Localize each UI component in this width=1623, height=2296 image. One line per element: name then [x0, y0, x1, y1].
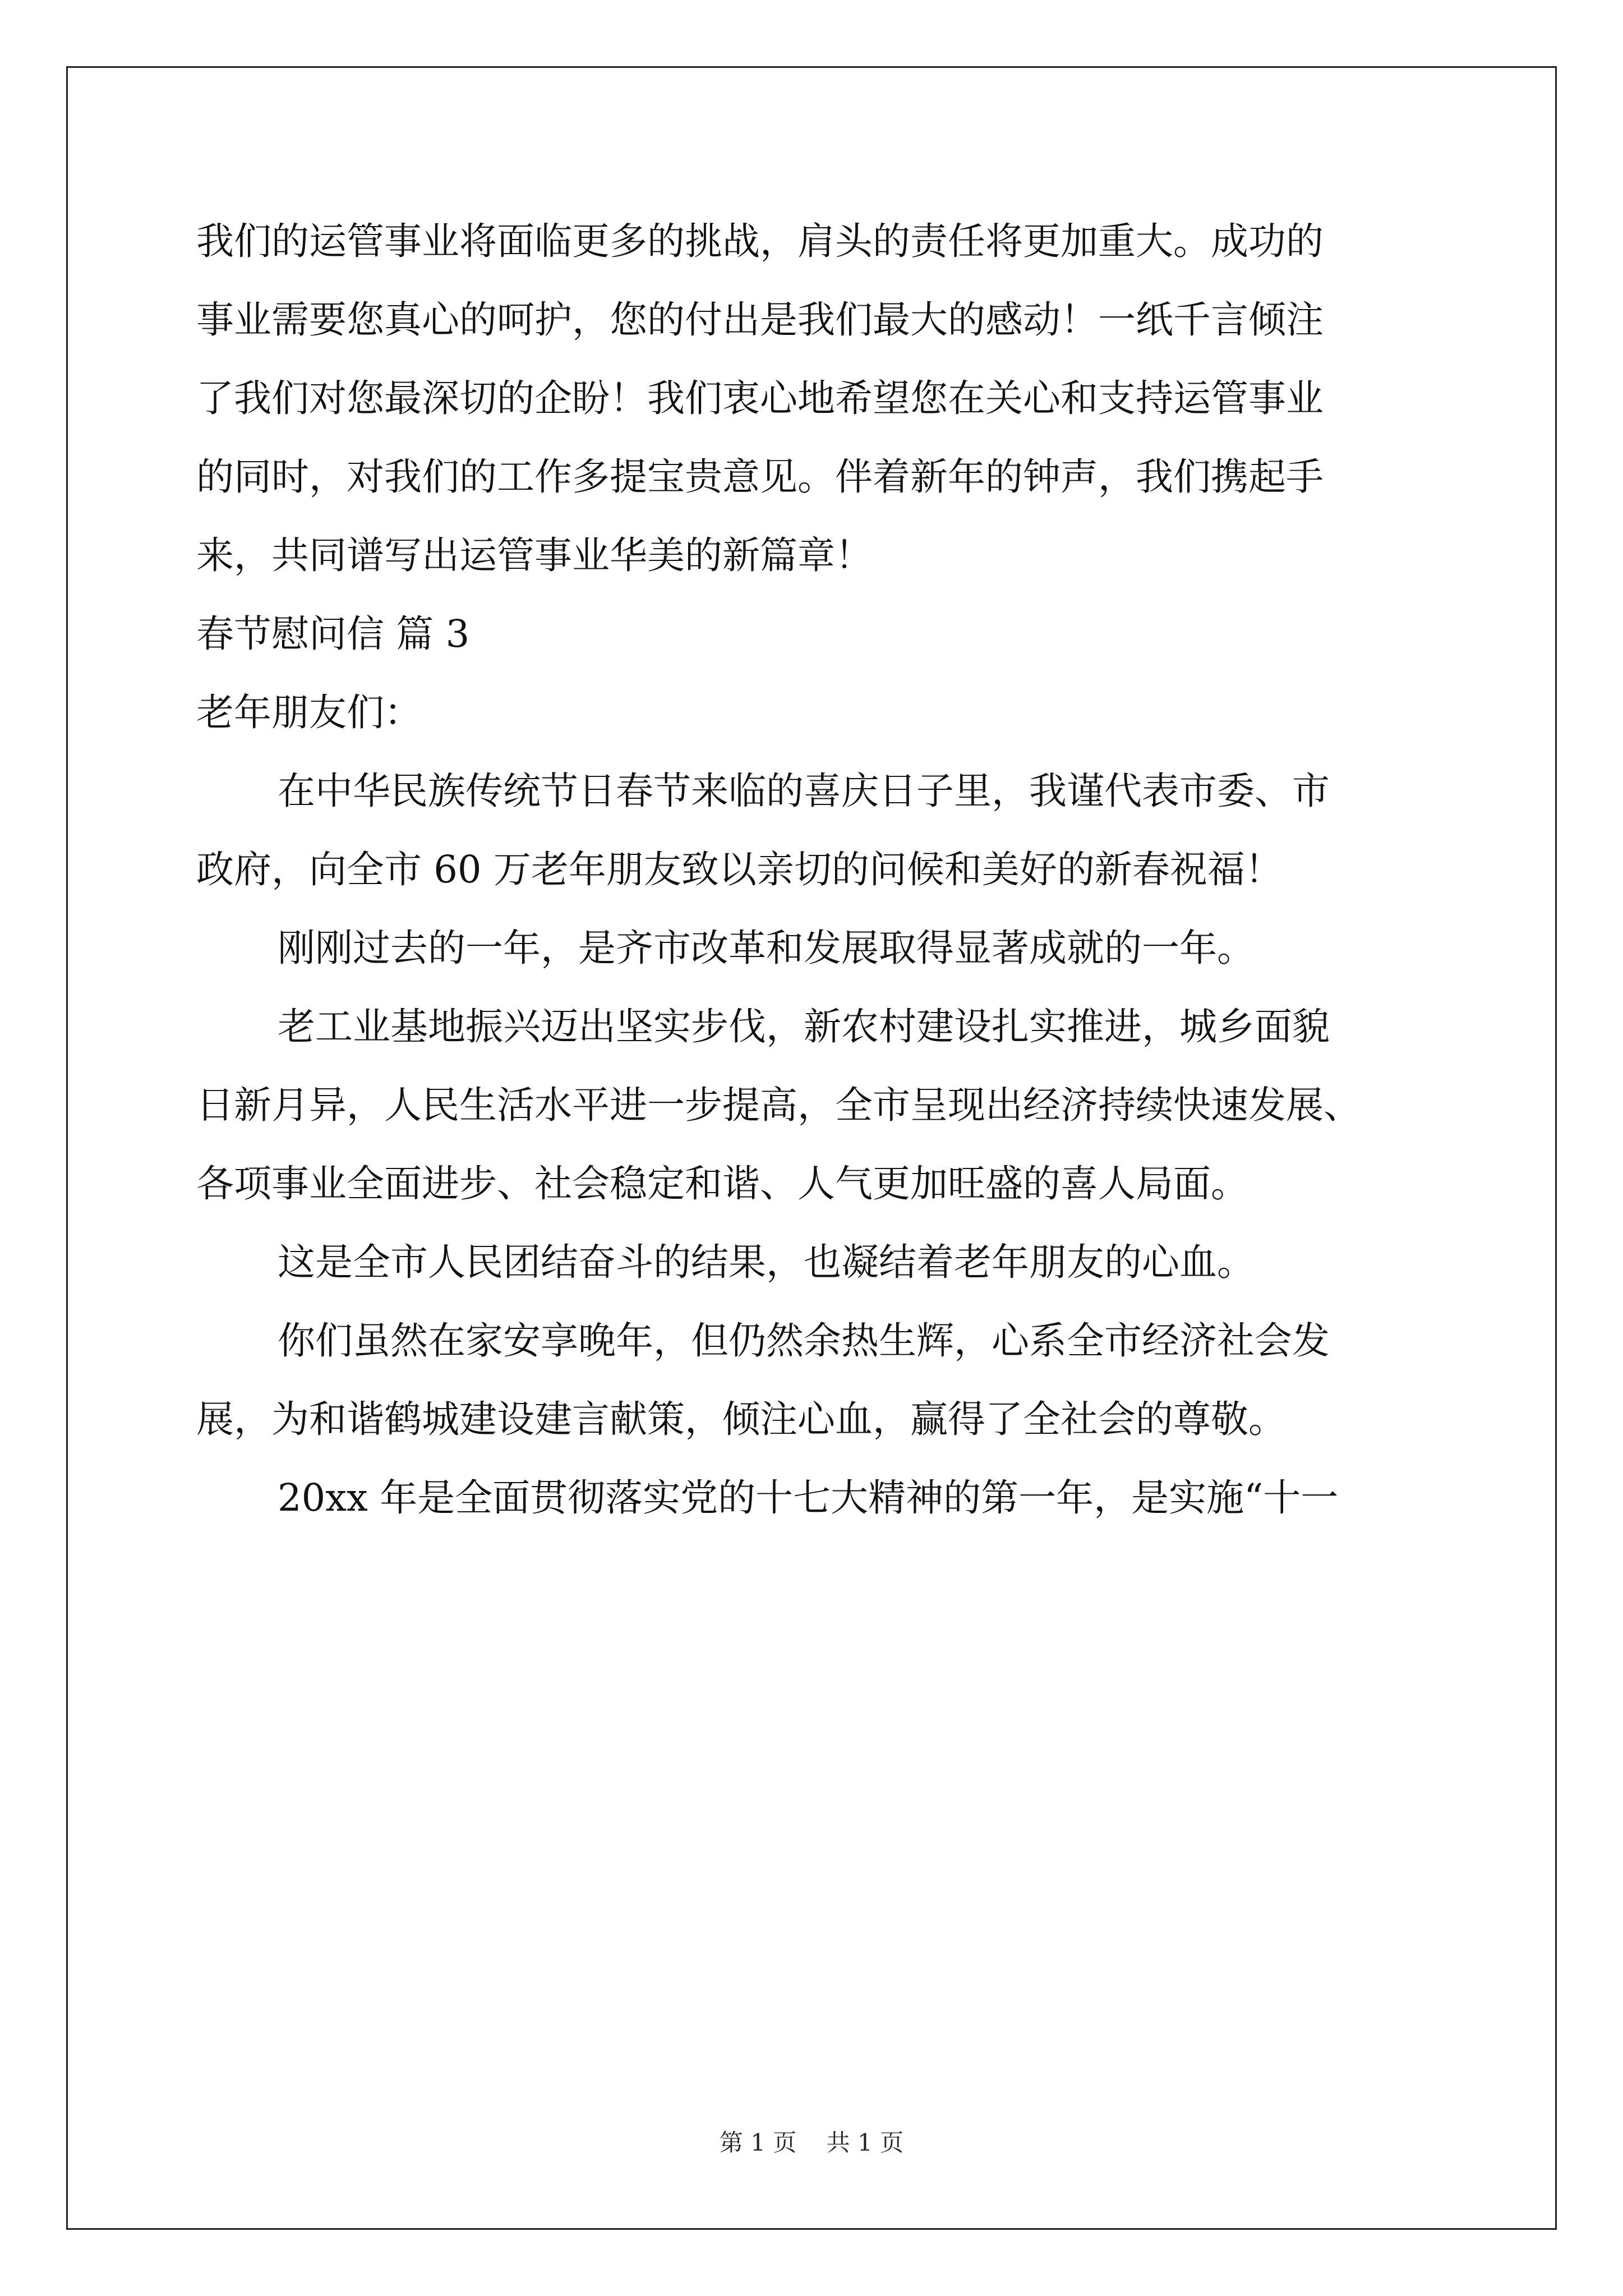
- text-line: 事业需要您真心的呵护，您的付出是我们最大的感动！一纸千言倾注: [196, 298, 1324, 342]
- page-number: 第 1 页: [719, 2129, 797, 2156]
- text-line: 日新月异，人民生活水平进一步提高，全市呈现出经济持续快速发展、: [196, 1083, 1361, 1127]
- text-line: 你们虽然在家安享晚年，但仍然余热生辉，心系全市经济社会发: [278, 1319, 1330, 1363]
- text-line: 刚刚过去的一年，是齐市改革和发展取得显著成就的一年。: [278, 926, 1255, 970]
- text-line: 这是全市人民团结奋斗的结果，也凝结着老年朋友的心血。: [278, 1240, 1255, 1284]
- text-line: 的同时，对我们的工作多提宝贵意见。伴着新年的钟声，我们携起手: [196, 455, 1324, 499]
- text-line: 展，为和谐鹤城建设建言献策，倾注心血，赢得了全社会的尊敬。: [196, 1397, 1286, 1441]
- page-footer: [0, 2126, 1623, 2160]
- text-line: 我们的运管事业将面临更多的挑战，肩头的责任将更加重大。成功的: [196, 219, 1324, 263]
- text-line: 在中华民族传统节日春节来临的喜庆日子里，我谨代表市委、市: [278, 769, 1330, 813]
- text-line: 了我们对您最深切的企盼！我们衷心地希望您在关心和支持运管事业: [196, 376, 1324, 420]
- text-line: 来，共同谱写出运管事业华美的新篇章！: [196, 533, 873, 577]
- section-heading: 春节慰问信 篇 3: [196, 612, 470, 656]
- text-line: 老工业基地振兴迈出坚实步伐，新农村建设扎实推进，城乡面貌: [278, 1005, 1330, 1048]
- salutation: 老年朋友们：: [196, 691, 422, 734]
- text-line: 各项事业全面进步、社会稳定和谐、人气更加旺盛的喜人局面。: [196, 1162, 1248, 1205]
- page-total: 共 1 页: [826, 2129, 904, 2156]
- document-body: [196, 202, 1486, 1537]
- text-line: 20xx 年是全面贯彻落实党的十七大精神的第一年，是实施“十一: [278, 1476, 1339, 1520]
- text-line: 政府，向全市 60 万老年朋友致以亲切的问候和美好的新春祝福！: [196, 848, 1283, 891]
